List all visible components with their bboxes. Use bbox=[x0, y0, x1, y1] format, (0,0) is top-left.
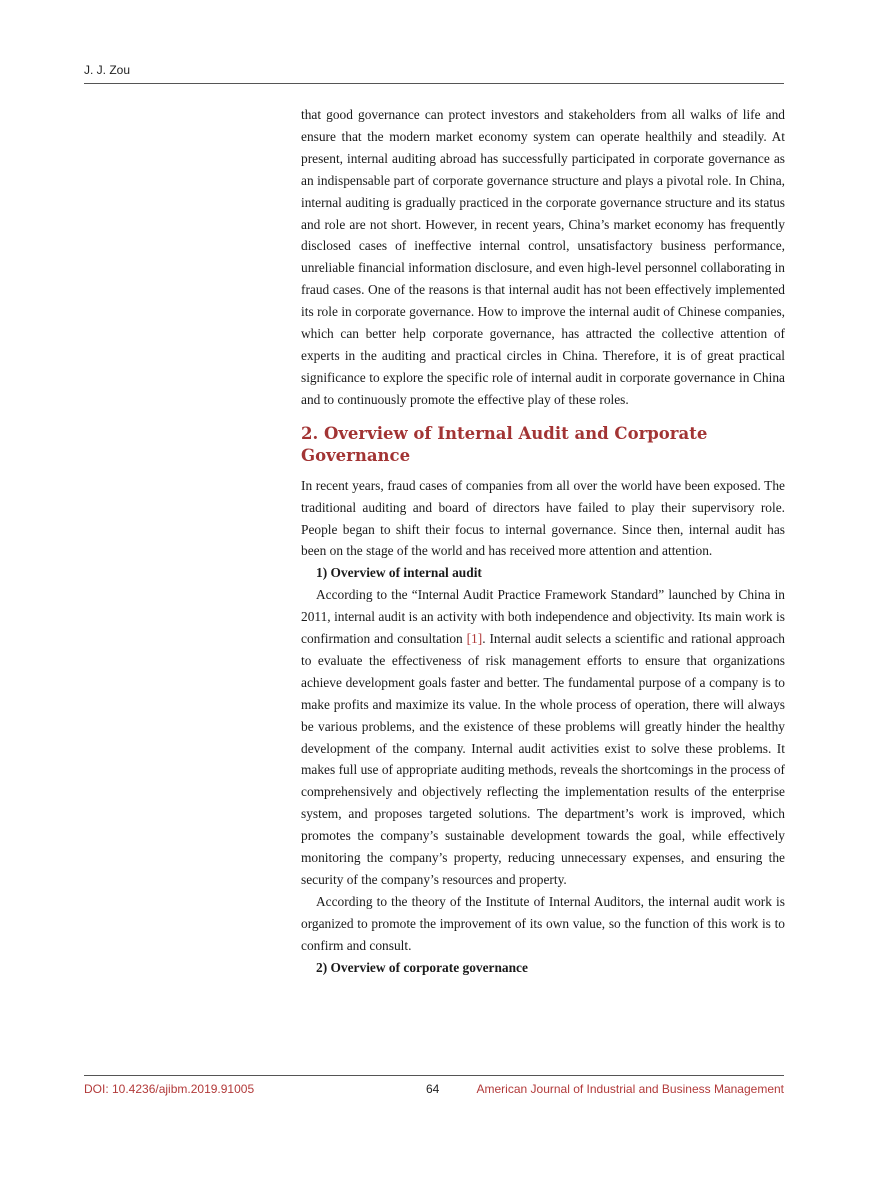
paragraph-text-part: According to the “Internal Audit Practice Framework Standard” launched by China in 2011, internal audit is an activity with both independence and objectivity. Its main work is confirmation and consultation bbox=[301, 587, 785, 647]
footer-page-number: 64 bbox=[426, 1082, 440, 1096]
footer-divider bbox=[84, 1075, 784, 1076]
footer-doi[interactable]: DOI: 10.4236/ajibm.2019.91005 bbox=[84, 1082, 255, 1096]
paragraph-internal-audit bbox=[301, 584, 785, 891]
header-divider bbox=[84, 83, 784, 84]
citation-link[interactable]: [1] bbox=[466, 631, 483, 647]
subheading-internal-audit: 1) Overview of internal audit bbox=[316, 565, 482, 581]
paragraph-text-part: . Internal audit selects a scientific and rational approach to evaluate the effectiveness of risk management efforts to ensure that organizations achieve development goals faster and better. The fundamental purpose of a company is to make profits and maximize its value. In the whole process of operation, there will always be various problems, and the existence of these problems will greatly hinder the healthy development of the company. Internal audit activities exist to solve these problems. It makes full use of appropriate auditing methods, reveals the shortcomings in the process of comprehensively and objectively reflecting the implementation results of the enterprise system, and proposes targeted solutions. The department’s work is improved, which promotes the company’s sustainable development towards the goal, while effectively monitoring the company’s property, reducing unnecessary expenses, and ensuring the security of the company’s resources and property. bbox=[301, 631, 786, 887]
paragraph-iia-theory: According to the theory of the Institute of Internal Auditors, the internal audit work is organized to promote the improvement of its own value, so the function of this work is to confirm and consult. bbox=[301, 893, 785, 953]
section-heading: 2. Overview of Internal Audit and Corporate Governance bbox=[301, 423, 708, 465]
paragraph-overview: In recent years, fraud cases of companies from all over the world have been exposed. The traditional auditing and board of directors have failed to play their supervisory role. People began to shift their focus to internal governance. Since then, internal audit has been on the stage of the world and has received more attention and attention. bbox=[301, 477, 785, 559]
main-text-column bbox=[301, 104, 785, 979]
subheading-corporate-governance: 2) Overview of corporate governance bbox=[316, 959, 528, 975]
footer-journal-name[interactable]: American Journal of Industrial and Business Management bbox=[476, 1082, 784, 1096]
paragraph-intro-continued: that good governance can protect investors and stakeholders from all walks of life and ensure that the modern market economy system can operate healthily and steadily. At present, internal auditing abroad has successfully participated in corporate governance as an indispensable part of corporate governance structure and plays a pivotal role. In China, internal auditing is gradually practiced in the corporate governance structure and its status and role are not short. However, in recent years, China’s market economy has frequently disclosed cases of ineffective internal control, unsatisfactory business performance, unreliable financial information disclosure, and even high-level personnel collaborating in fraud cases. One of the reasons is that internal audit has not been effectively implemented its role in corporate governance. How to improve the internal audit of Chinese companies, which can better help corporate governance, has attracted the collective attention of experts in the auditing and practical circles in China. Therefore, it is of great practical significance to explore the specific role of internal audit in corporate governance in China and to continuously promote the effective play of these roles. bbox=[301, 107, 785, 407]
running-header-author: J. J. Zou bbox=[84, 63, 131, 77]
